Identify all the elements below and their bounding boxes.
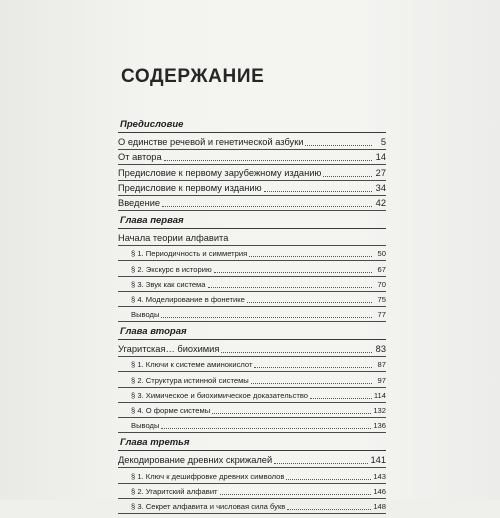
entry-title: Декодирование древних скрижалей [118,455,273,466]
toc-subentry[interactable] [118,246,386,261]
page-number: 132 [373,406,386,415]
dot-leader [323,175,372,177]
toc-subentry[interactable] [118,499,386,514]
page-title: СОДЕРЖАНИЕ [121,66,265,87]
dot-leader [212,412,371,414]
entry-title: Предисловие к первому изданию [118,182,262,193]
entry-title: § 3. Секрет алфавита и числовая сила букв [131,501,286,511]
entry-title: § 4. О форме системы [131,406,211,415]
page-number: 141 [370,455,386,466]
toc-entry[interactable] [118,342,386,357]
entry-title: Начала теории алфавита [118,233,229,244]
toc-subentry[interactable] [118,277,386,292]
entry-title: Угаритская… биохимия [118,344,220,355]
entry-title: § 2. Экскурс в историю [131,264,212,274]
entry-title: § 3. Звук как система [131,279,206,289]
entry-title: § 1. Периодичность и симметрия [131,249,248,259]
table-of-contents [118,119,386,518]
toc-subentry[interactable] [118,307,386,322]
dot-leader [305,144,372,146]
dot-leader [254,366,372,368]
toc-entry[interactable] [118,196,386,211]
entry-title: § 2. Структура истинной системы [131,375,249,385]
toc-section [118,326,386,433]
page-number: 97 [377,375,386,385]
toc-subentry[interactable] [118,357,386,372]
entry-title: § 1. Ключ к дешифровке древних символов [131,471,285,481]
entry-title: Введение [118,197,161,208]
dot-leader [247,301,372,303]
dot-leader [310,397,372,399]
section-heading: Предисловие [118,119,386,133]
dot-leader [286,478,371,480]
dot-leader [249,255,372,257]
entry-title: § 3. Химическое и биохимическое доказательство [131,390,309,400]
dot-leader [274,462,368,464]
page-number: 87 [377,360,386,370]
toc-subentry[interactable] [118,261,386,276]
page-number: 34 [375,182,386,193]
entry-title: § 4. Моделирование в фонетике [131,294,245,304]
toc-section [118,215,386,322]
entry-title: Предисловие к первому зарубежному изданию [118,167,322,178]
page-number: 77 [377,310,386,320]
toc-subentry[interactable] [118,418,386,433]
page-number: 27 [375,167,386,178]
page-number: 5 [380,137,386,148]
dot-leader [287,508,371,510]
section-heading: Глава первая [118,215,386,229]
entry-title: От автора [118,152,162,163]
section-heading: Глава третья [118,437,386,451]
page-number: 143 [373,471,386,481]
dot-leader [214,271,372,273]
toc-subentry[interactable] [118,372,386,387]
dot-leader [251,382,372,384]
toc-subentry[interactable] [118,403,386,418]
page-number: 136 [373,421,386,431]
entry-title: § 2. Угаритский алфавит [131,486,218,496]
entry-title: О единстве речевой и генетической азбуки [118,137,304,148]
toc-entry[interactable] [118,453,386,468]
toc-subentry[interactable] [118,292,386,307]
dot-leader [264,190,372,192]
section-heading: Глава вторая [118,326,386,340]
toc-entry[interactable] [118,150,386,165]
page-number: 83 [375,344,386,355]
toc-section [118,437,386,514]
dot-leader [162,205,372,207]
page-number: 14 [375,152,386,163]
dot-leader [230,241,372,242]
page-number: 114 [373,390,386,400]
page-number: 146 [373,486,386,496]
dot-leader [221,351,372,353]
page-number: 75 [377,294,386,304]
entry-title: Выводы [131,421,160,431]
dot-leader [208,286,373,288]
dot-leader [164,159,372,161]
toc-subentry[interactable] [118,388,386,403]
toc-section [118,119,386,211]
page-number: 42 [375,197,386,208]
dot-leader [161,316,372,318]
page-number: 50 [377,249,386,259]
toc-entry[interactable] [118,231,386,246]
toc-entry[interactable] [118,165,386,180]
page-number: 70 [377,279,386,289]
entry-title: Выводы [131,310,160,320]
toc-subentry[interactable] [118,468,386,483]
entry-title: § 1. Ключи к системе аминокислот [131,360,253,370]
toc-entry[interactable] [118,181,386,196]
dot-leader [220,493,372,495]
page-number: 67 [377,264,386,274]
dot-leader [161,427,371,429]
page-number: 148 [373,501,386,511]
toc-subentry[interactable] [118,484,386,499]
toc-entry[interactable] [118,135,386,150]
